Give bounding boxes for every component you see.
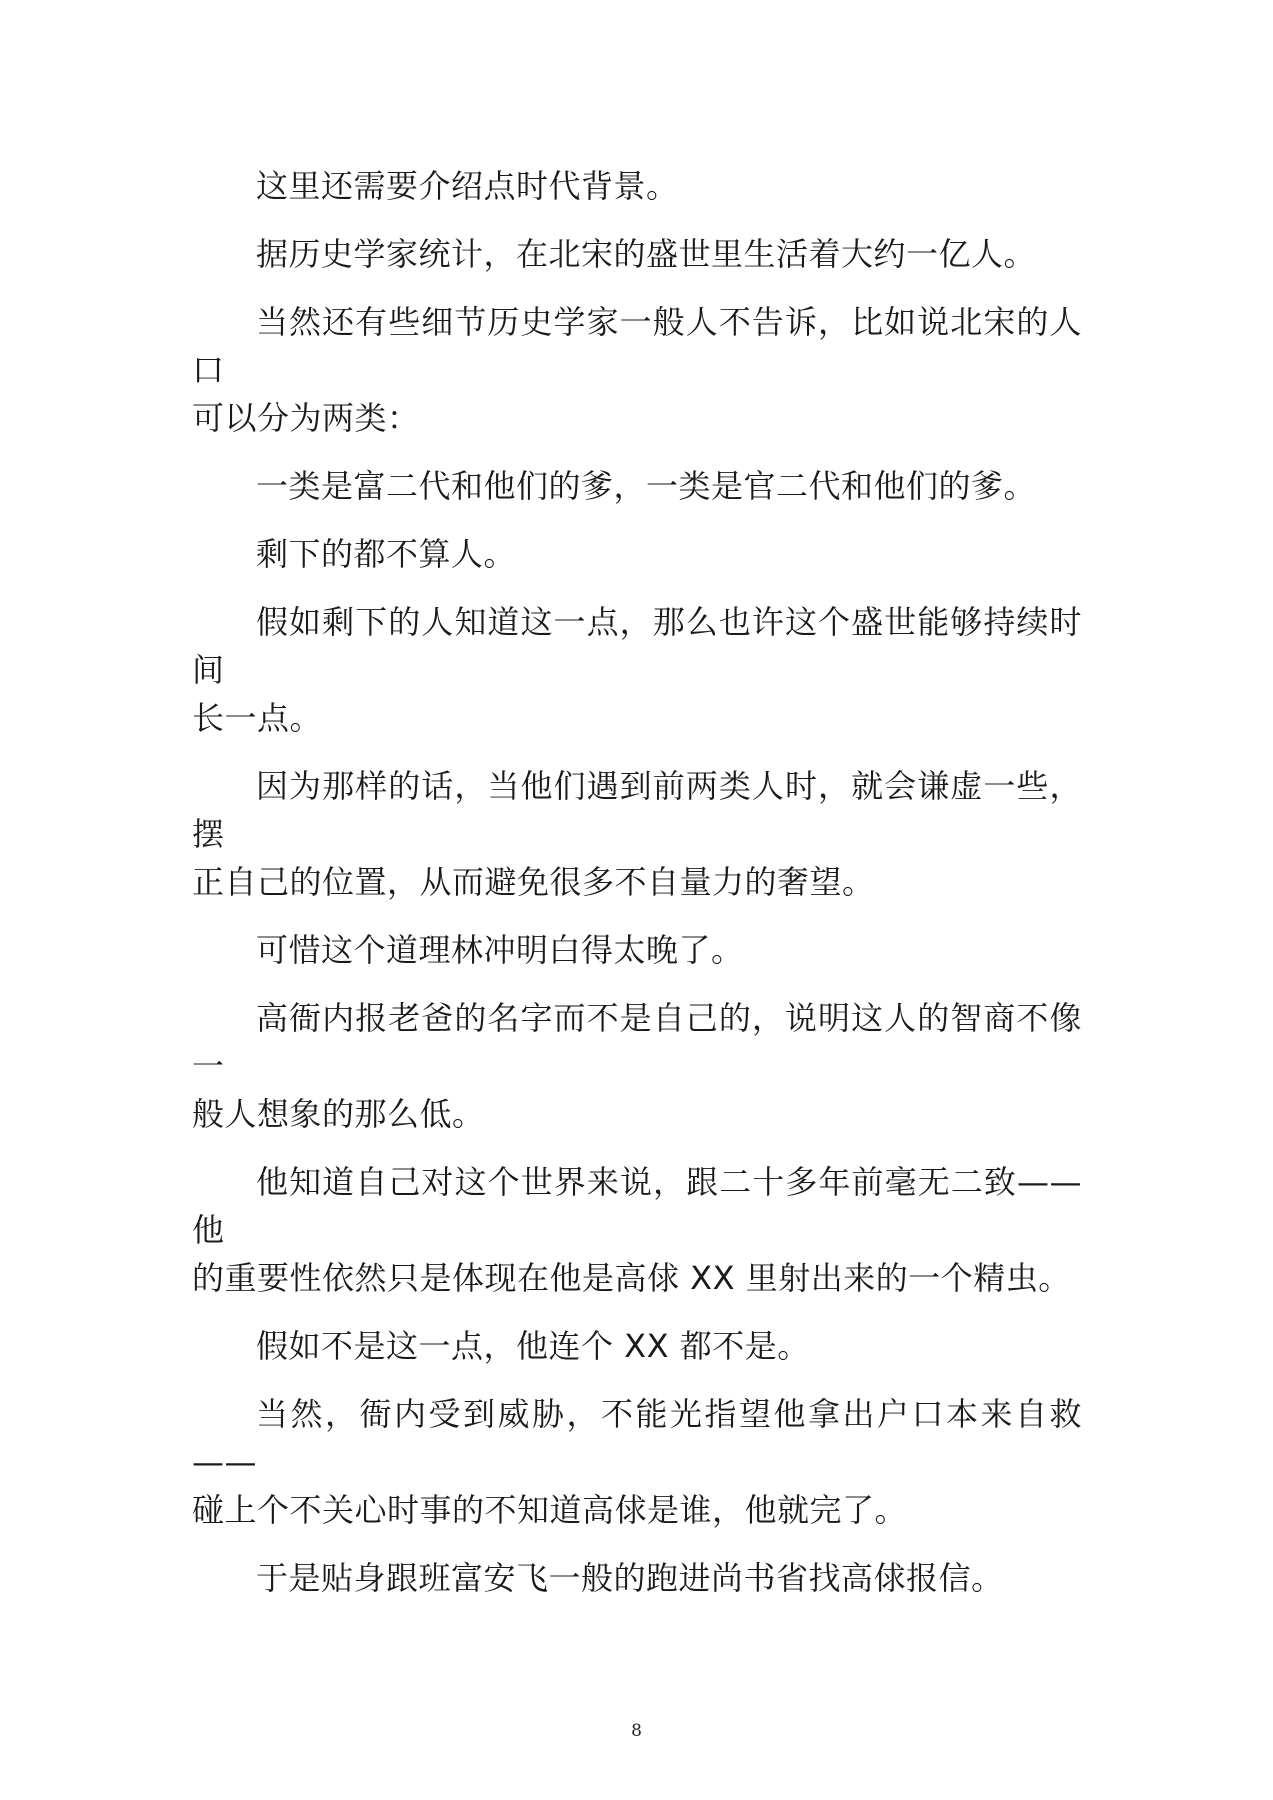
text-line: 碰上个不关心时事的不知道高俅是谁，他就完了。 (192, 1491, 908, 1529)
body-text (192, 162, 1082, 1622)
paragraph (192, 1158, 1082, 1302)
page-number: 8 (631, 1721, 642, 1741)
text-line: 因为那样的话，当他们遇到前两类人时，就会谦虚一些，摆 (192, 767, 1082, 853)
paragraph (192, 530, 1082, 578)
paragraph (192, 926, 1082, 974)
paragraph (192, 598, 1082, 742)
paragraph (192, 298, 1082, 442)
paragraph (192, 162, 1082, 210)
paragraph (192, 994, 1082, 1138)
text-line: 这里还需要介绍点时代背景。 (256, 167, 679, 205)
paragraph (192, 762, 1082, 906)
text-line: 可惜这个道理林冲明白得太晚了。 (256, 931, 744, 969)
paragraph (192, 230, 1082, 278)
text-line: 假如剩下的人知道这一点，那么也许这个盛世能够持续时间 (192, 603, 1082, 689)
text-line: 剩下的都不算人。 (256, 535, 517, 573)
text-line: 假如不是这一点，他连个 XX 都不是。 (256, 1327, 810, 1365)
paragraph (192, 1322, 1082, 1370)
paragraph (192, 1390, 1082, 1534)
text-line: 当然还有些细节历史学家一般人不告诉，比如说北宋的人口 (192, 303, 1082, 389)
text-line: 的重要性依然只是体现在他是高俅 XX 里射出来的一个精虫。 (192, 1259, 1071, 1297)
text-line: 据历史学家统计，在北宋的盛世里生活着大约一亿人。 (256, 235, 1037, 273)
text-line: 正自己的位置，从而避免很多不自量力的奢望。 (192, 863, 875, 901)
paragraph (192, 462, 1082, 510)
text-line: 他知道自己对这个世界来说，跟二十多年前毫无二致——他 (192, 1163, 1082, 1249)
text-line: 可以分为两类： (192, 399, 420, 437)
text-line: 一类是富二代和他们的爹，一类是官二代和他们的爹。 (256, 467, 1037, 505)
text-line: 般人想象的那么低。 (192, 1095, 485, 1133)
paragraph (192, 1554, 1082, 1602)
text-line: 当然，衙内受到威胁，不能光指望他拿出户口本来自救—— (192, 1395, 1082, 1481)
text-line: 长一点。 (192, 699, 323, 737)
text-line: 于是贴身跟班富安飞一般的跑进尚书省找高俅报信。 (256, 1559, 1004, 1597)
text-line: 高衙内报老爸的名字而不是自己的，说明这人的智商不像一 (192, 999, 1082, 1085)
